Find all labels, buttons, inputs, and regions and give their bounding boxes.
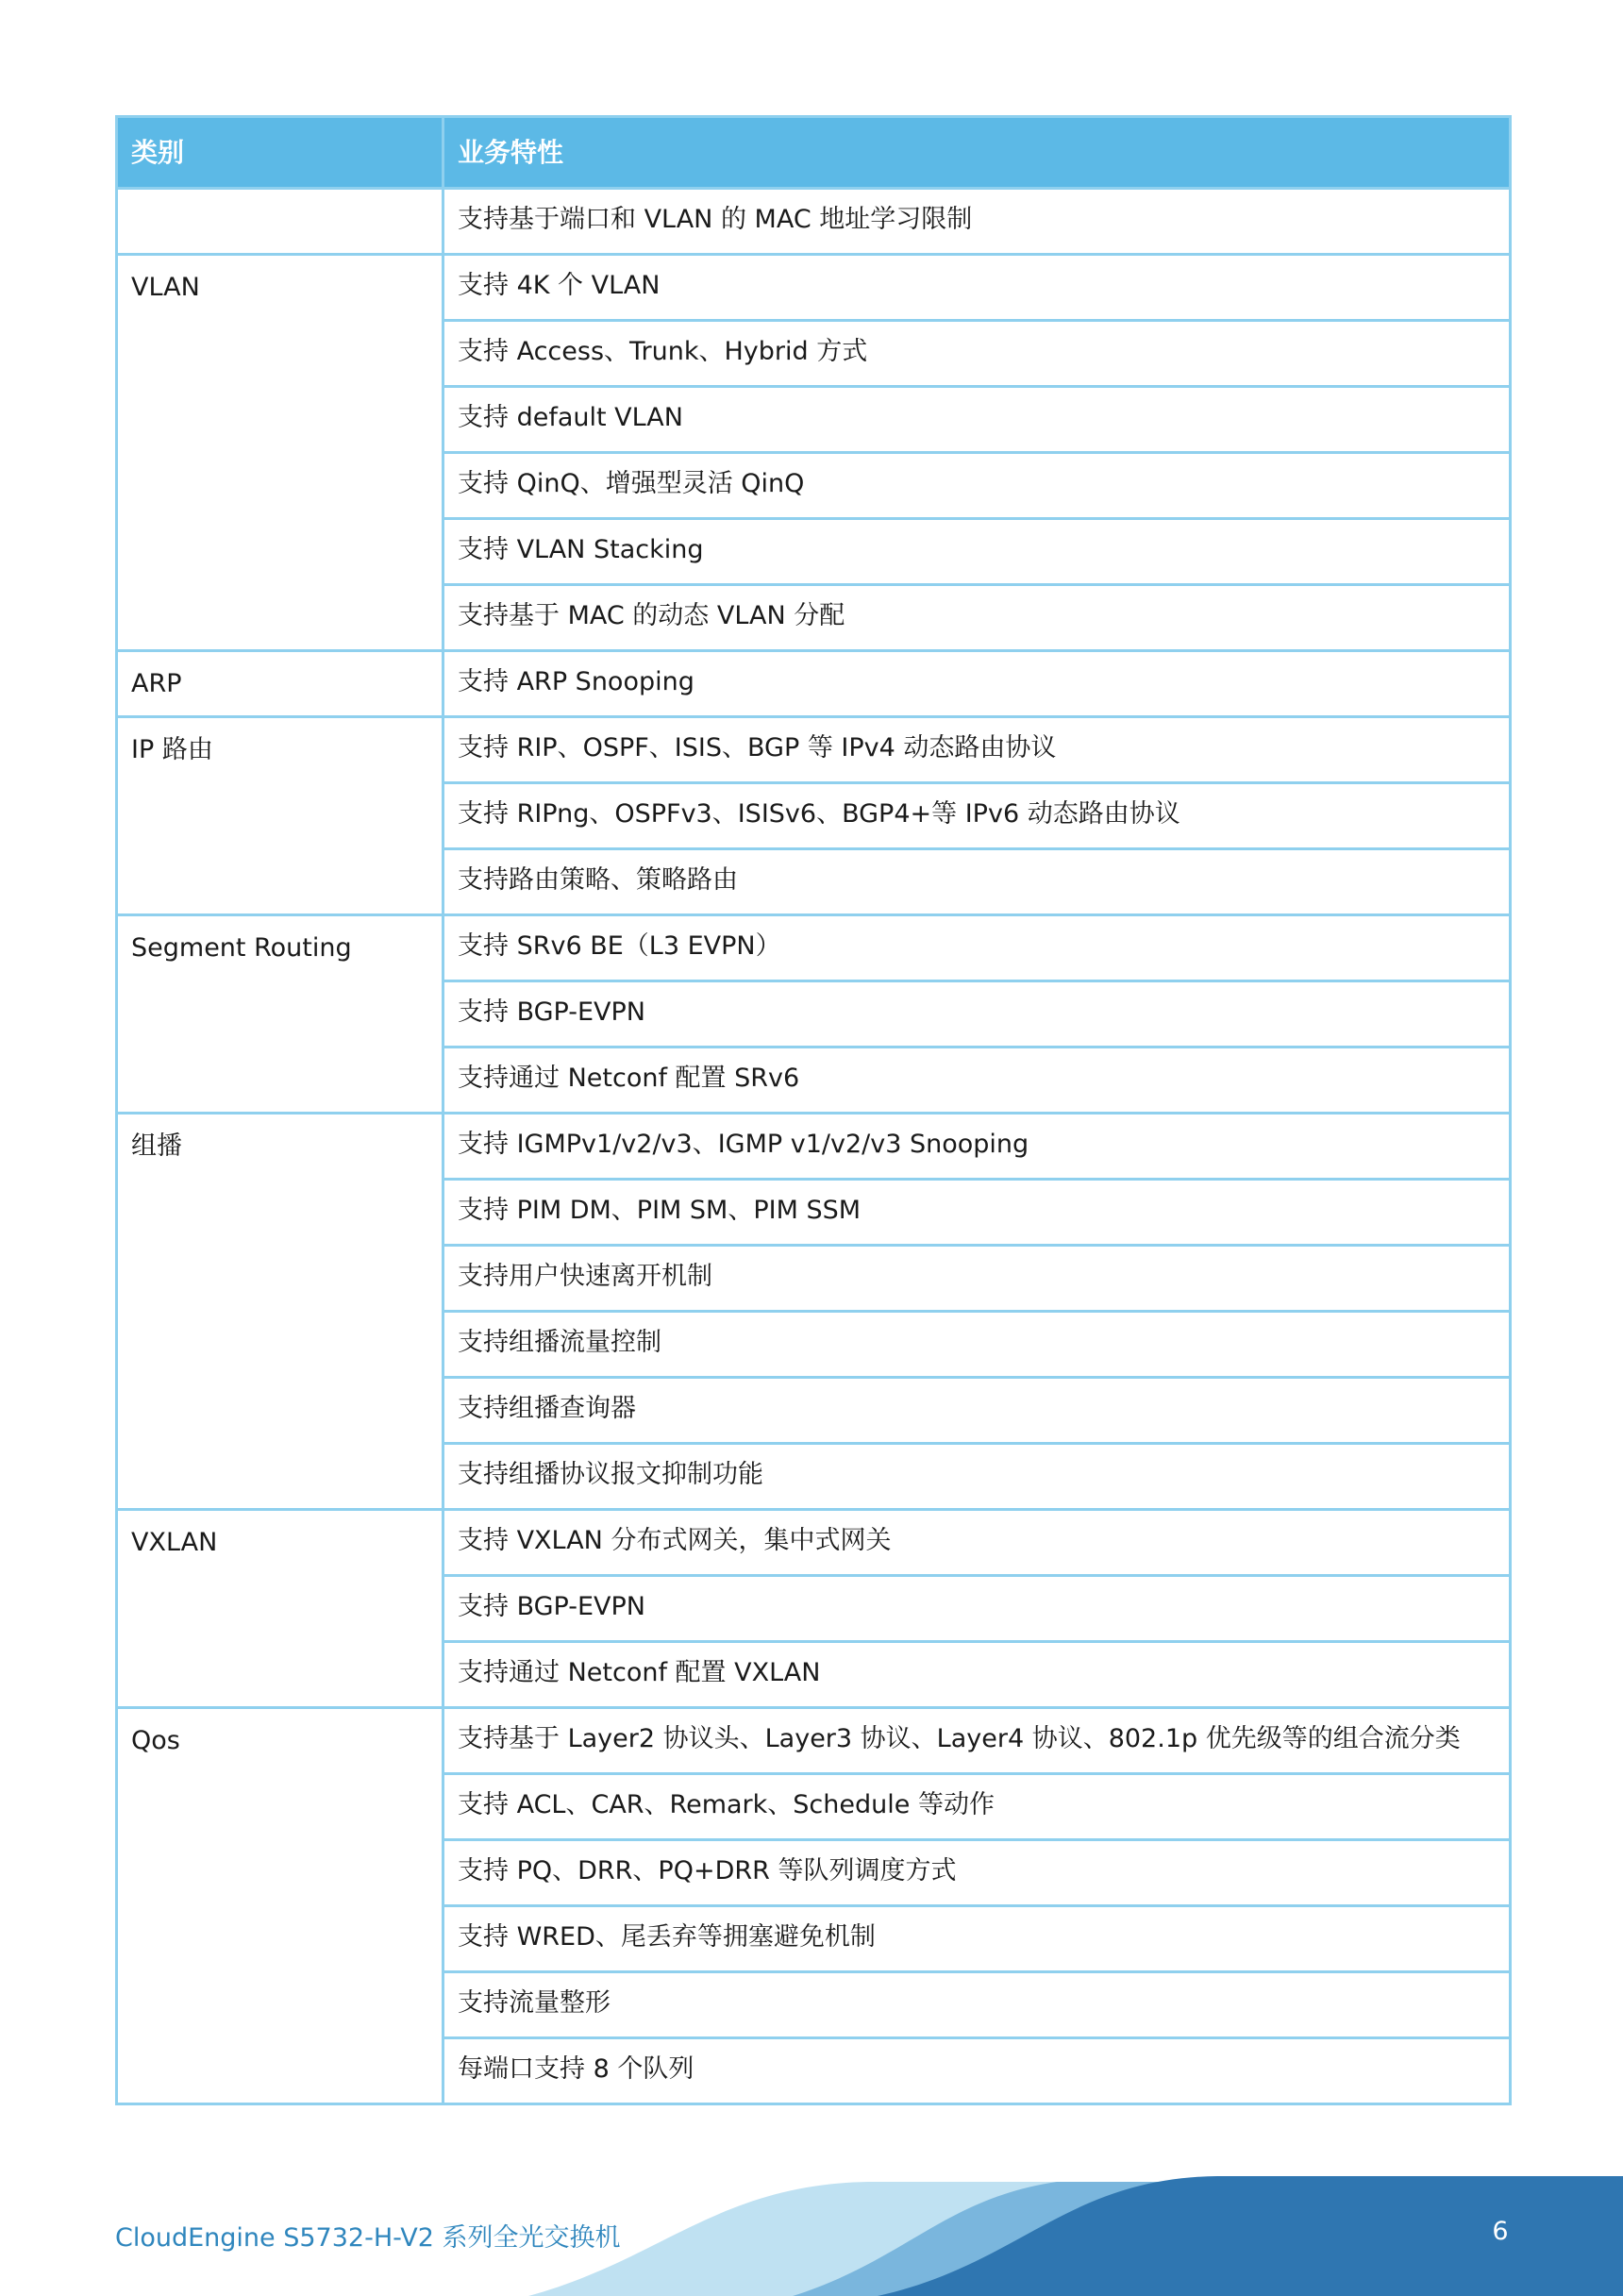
feature-cell: 支持 RIPng、OSPFv3、ISISv6、BGP4+等 IPv6 动态路由协议 — [443, 783, 1511, 849]
feature-cell: 支持 ACL、CAR、Remark、Schedule 等动作 — [443, 1774, 1511, 1840]
feature-cell: 支持 default VLAN — [443, 387, 1511, 453]
category-cell: Segment Routing — [117, 915, 443, 1114]
feature-cell: 支持 ARP Snooping — [443, 651, 1511, 717]
feature-cell: 支持组播流量控制 — [443, 1312, 1511, 1378]
feature-cell: 支持 BGP-EVPN — [443, 981, 1511, 1047]
feature-cell: 支持 RIP、OSPF、ISIS、BGP 等 IPv4 动态路由协议 — [443, 717, 1511, 783]
feature-cell: 支持基于端口和 VLAN 的 MAC 地址学习限制 — [443, 189, 1511, 255]
feature-cell: 支持路由策略、策略路由 — [443, 849, 1511, 915]
table-row — [117, 1114, 1511, 1180]
feature-cell: 支持 Access、Trunk、Hybrid 方式 — [443, 321, 1511, 387]
category-cell: Qos — [117, 1708, 443, 2104]
category-cell: ARP — [117, 651, 443, 717]
feature-cell: 支持 PQ、DRR、PQ+DRR 等队列调度方式 — [443, 1840, 1511, 1906]
feature-cell: 支持用户快速离开机制 — [443, 1246, 1511, 1312]
category-cell — [117, 189, 443, 255]
feature-cell: 支持基于 MAC 的动态 VLAN 分配 — [443, 585, 1511, 651]
table-row — [117, 915, 1511, 981]
feature-cell: 每端口支持 8 个队列 — [443, 2038, 1511, 2104]
page-number: 6 — [1492, 2217, 1509, 2246]
feature-cell: 支持流量整形 — [443, 1972, 1511, 2038]
table-row — [117, 255, 1511, 321]
feature-cell: 支持 QinQ、增强型灵活 QinQ — [443, 453, 1511, 519]
header-feature: 业务特性 — [443, 117, 1511, 189]
feature-cell: 支持组播协议报文抑制功能 — [443, 1444, 1511, 1510]
feature-cell: 支持 VXLAN 分布式网关，集中式网关 — [443, 1510, 1511, 1576]
feature-cell: 支持通过 Netconf 配置 SRv6 — [443, 1047, 1511, 1114]
feature-cell: 支持 VLAN Stacking — [443, 519, 1511, 585]
feature-cell: 支持 PIM DM、PIM SM、PIM SSM — [443, 1180, 1511, 1246]
category-cell: VXLAN — [117, 1510, 443, 1708]
table-header-row — [117, 117, 1511, 189]
table-row — [117, 717, 1511, 783]
table-row — [117, 1708, 1511, 1774]
feature-cell: 支持 WRED、尾丢弃等拥塞避免机制 — [443, 1906, 1511, 1972]
category-cell: 组播 — [117, 1114, 443, 1510]
footer-title: CloudEngine S5732-H-V2 系列全光交换机 — [115, 2223, 621, 2253]
feature-cell: 支持组播查询器 — [443, 1378, 1511, 1444]
header-category: 类别 — [117, 117, 443, 189]
feature-cell: 支持 BGP-EVPN — [443, 1576, 1511, 1642]
category-cell: IP 路由 — [117, 717, 443, 915]
feature-cell: 支持 IGMPv1/v2/v3、IGMP v1/v2/v3 Snooping — [443, 1114, 1511, 1180]
table-row — [117, 189, 1511, 255]
feature-cell: 支持 4K 个 VLAN — [443, 255, 1511, 321]
feature-cell: 支持通过 Netconf 配置 VXLAN — [443, 1642, 1511, 1708]
table-row — [117, 651, 1511, 717]
feature-cell: 支持基于 Layer2 协议头、Layer3 协议、Layer4 协议、802.1p 优先级等的组合流分类 — [443, 1708, 1511, 1774]
table-body — [117, 189, 1511, 2104]
feature-table — [115, 115, 1512, 2105]
feature-cell: 支持 SRv6 BE（L3 EVPN） — [443, 915, 1511, 981]
table-row — [117, 1510, 1511, 1576]
category-cell: VLAN — [117, 255, 443, 651]
